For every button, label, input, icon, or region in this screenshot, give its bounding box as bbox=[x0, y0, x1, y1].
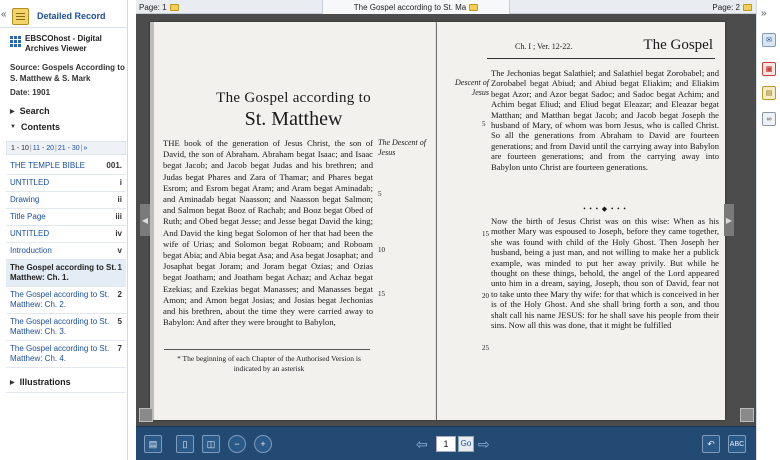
provider-name: EBSCOhost - Digital Archives Viewer bbox=[25, 34, 102, 53]
print-icon: ▤ bbox=[148, 438, 158, 449]
page-number-input[interactable]: 1 bbox=[436, 436, 456, 452]
chevron-left-icon: ◀ bbox=[141, 215, 149, 225]
heading-rule bbox=[487, 58, 715, 59]
rotate-button[interactable] bbox=[702, 435, 720, 453]
source-date: Date: 1901 bbox=[10, 88, 51, 97]
collapse-right-panel-button[interactable]: » bbox=[761, 8, 767, 19]
caret-right-icon: ▶ bbox=[10, 108, 15, 115]
verse-number: 10 bbox=[378, 246, 385, 254]
right-page-indicator: Page: 2 bbox=[712, 3, 752, 12]
save-icon[interactable]: ▤ bbox=[762, 86, 776, 100]
zoom-in-icon: + bbox=[260, 439, 266, 449]
divider bbox=[6, 392, 126, 393]
chevron-right-icon: ▶ bbox=[725, 215, 733, 225]
next-page-tab[interactable] bbox=[724, 204, 734, 236]
pdf-icon[interactable]: ▣ bbox=[762, 62, 776, 76]
ebsco-grid-icon bbox=[10, 36, 21, 47]
verse-number: 5 bbox=[378, 190, 382, 198]
page-range-1-10[interactable]: 1 - 10 bbox=[11, 144, 29, 152]
next-page-arrow-icon[interactable]: ⇨ bbox=[478, 436, 490, 452]
previous-page-arrow-icon[interactable]: ⇦ bbox=[416, 436, 428, 452]
page-edge bbox=[150, 22, 154, 420]
single-page-icon: ▯ bbox=[182, 438, 188, 449]
left-page-scan bbox=[150, 22, 437, 420]
contents-section-label: Contents bbox=[20, 122, 60, 132]
right-page-body-2: Now the birth of Jesus Christ was on this wise: When as his mother Mary was espoused to Joseph, before they came together, she was found with child of the Holy Ghost. Then Joseph her husband, being a just man, and not willing to make her a publick example, was minded to put her away privily. But while he thought on these things, behold, the angel of the Lord appeared unto him in a dream, saying, Joseph, thou son of David, fear not to take unto thee Mary thy wife: for that which is conceived in her is of the Holy Ghost. And she shall bring forth a son, and thou shalt call his name JESUS: for he shall save his people from their sins. Now all this was done, that it might be fulfilled bbox=[491, 216, 719, 331]
verse-number: 5 bbox=[482, 120, 486, 128]
two-page-icon: ◫ bbox=[206, 438, 216, 449]
verse-number: 15 bbox=[378, 290, 385, 298]
page-range-11-20[interactable]: 11 - 20 bbox=[32, 144, 55, 152]
email-icon[interactable]: ✉ bbox=[762, 33, 776, 47]
section-ornament: • • • ◆ • • • bbox=[583, 205, 627, 213]
right-page-margin-note: Descent of Jesus bbox=[455, 78, 489, 98]
viewer-top-bar bbox=[136, 0, 756, 14]
illustrations-section-label: Illustrations bbox=[19, 377, 71, 387]
toc-item[interactable]: The Gospel according to St. Matthew: Ch. 4. 7 bbox=[6, 341, 126, 368]
toc-item[interactable]: UNTITLED i bbox=[6, 175, 126, 192]
verse-number: 15 bbox=[482, 230, 489, 238]
folder-icon[interactable] bbox=[743, 4, 752, 11]
toc-item[interactable]: Introduction v bbox=[6, 243, 126, 260]
left-page-footnote: * The beginning of each Chapter of the Authorised Version is indicated by an asterisk bbox=[177, 354, 361, 373]
right-page-body-1: The Jechonias begat Salathiel; and Salathiel begat Zorobabel; and Zorobabel begat Abiud; and Abiud begat Eliakim; and Eliakim begat Azor; and Azor begat Sadoc; and Sadoc begat Achim; and Achim begat Eliud; and Eliud begat Eleazar; and Eleazar begat Matthan; and Matthan begat Jacob; and Jacob begat Joseph the husband of Mary, of whom was born Jesus, who is called Christ. So all the generations from Abraham to David are fourteen generations; and from David until the carrying away into Babylon are fourteen generations; and from the carrying away into Babylon unto Christ are fourteen generations. bbox=[491, 68, 719, 172]
folder-icon[interactable] bbox=[469, 4, 478, 11]
toc-item[interactable]: Drawing ii bbox=[6, 192, 126, 209]
go-button[interactable]: Go bbox=[458, 436, 474, 452]
search-section-label: Search bbox=[19, 106, 50, 116]
detailed-record-header[interactable] bbox=[12, 5, 126, 27]
caret-down-icon: ▼ bbox=[10, 124, 16, 130]
document-title-tab: The Gospel according to St. Ma bbox=[322, 0, 510, 14]
toc-item[interactable]: The Gospel according to St. Matthew: Ch. 2. 2 bbox=[6, 287, 126, 314]
page-corner-icon[interactable] bbox=[740, 408, 754, 422]
detailed-record-title[interactable]: Detailed Record bbox=[37, 11, 106, 21]
text-icon: ABC bbox=[729, 440, 745, 448]
previous-page-tab[interactable] bbox=[140, 204, 150, 236]
document-viewer[interactable] bbox=[136, 14, 756, 426]
zoom-out-button[interactable] bbox=[228, 435, 246, 453]
rotate-icon: ↶ bbox=[707, 438, 715, 449]
right-tools-strip bbox=[756, 0, 780, 460]
illustrations-section-toggle[interactable] bbox=[10, 377, 71, 387]
two-page-view-button[interactable] bbox=[202, 435, 220, 453]
print-button[interactable] bbox=[144, 435, 162, 453]
text-view-button[interactable] bbox=[728, 435, 746, 453]
right-page-chapter: Ch. I ; Ver. 12-22. bbox=[515, 42, 573, 51]
left-page-title-line2: St. Matthew bbox=[244, 108, 343, 130]
page-range-next[interactable]: » bbox=[83, 144, 88, 152]
zoom-in-button[interactable] bbox=[254, 435, 272, 453]
source-info bbox=[10, 34, 126, 97]
search-section-toggle[interactable] bbox=[10, 106, 50, 116]
folder-icon[interactable] bbox=[170, 4, 179, 11]
caret-right-icon: ▶ bbox=[10, 379, 15, 386]
left-page-title-line1: The Gospel according to bbox=[216, 90, 371, 106]
zoom-out-icon: − bbox=[234, 439, 240, 449]
table-of-contents bbox=[6, 158, 126, 368]
page-range-nav: 1 - 10 | 11 - 20 | 21 - 30 | » bbox=[6, 141, 126, 155]
verse-number: 25 bbox=[482, 344, 489, 352]
collapse-left-panel-button[interactable]: « bbox=[1, 9, 7, 20]
right-page-heading: The Gospel bbox=[643, 37, 713, 53]
toc-item[interactable]: The Gospel according to St. Matthew: Ch. 3. 5 bbox=[6, 314, 126, 341]
toc-item[interactable]: Title Page iii bbox=[6, 209, 126, 226]
toc-item-active[interactable]: The Gospel according to St. Matthew: Ch. 1. 1 bbox=[6, 260, 126, 287]
left-panel bbox=[0, 0, 128, 460]
footnote-rule bbox=[164, 349, 370, 350]
left-page-margin-note: The Descent of Jesus bbox=[378, 138, 426, 157]
source-text: Source: Gospels According to S. Matthew & S. Mark bbox=[10, 63, 125, 83]
left-page-body: THE book of the generation of Jesus Christ, the son of David, the son of Abraham. Abraham begat Isaac; and Isaac begat Jacob; and Jacob begat Judas and his brethren; and Judas begat Phares and Zara of Thamar; and Phares begat Esrom; and Esrom begat Aram; and Aram begat Aminadab; and Aminadab begat Naasson; and Naasson begat Salmon; and Salmon begat Booz of Rachab; and Booz begat Obed of Ruth; and Obed begat Jesse; and Jesse begat David the king; And David the king begat Solomon of her that had been the wife of Urias; and Solomon begat Roboam; and Roboam begat Abia; and Abia begat Asa; and Asa begat Josaphat; and Josaphat begat Joram; and Joram begat Ozias; and Ozias begat Joatham; and Joatham begat Achaz; and Achaz begat Ezekias; and Ezekias begat Manasses; and Manasses begat Amon; and Amon begat Josias; and Josias begat Jechonias and his brethren, about the time they were carried away to Babylon: And after they were brought to Babylon, bbox=[163, 138, 373, 328]
thumbnail-grid-icon[interactable] bbox=[139, 408, 153, 422]
record-icon bbox=[12, 8, 29, 25]
verse-number: 20 bbox=[482, 292, 489, 300]
divider bbox=[0, 27, 128, 28]
left-page-indicator: Page: 1 bbox=[139, 3, 179, 12]
page-range-21-30[interactable]: 21 - 30 bbox=[57, 144, 80, 152]
ebsco-logo bbox=[10, 34, 126, 54]
permalink-icon[interactable]: ∞ bbox=[762, 112, 776, 126]
viewer-toolbar bbox=[136, 426, 756, 460]
contents-section-toggle[interactable] bbox=[10, 122, 60, 132]
single-page-view-button[interactable] bbox=[176, 435, 194, 453]
right-page-scan bbox=[437, 22, 725, 420]
toc-item[interactable]: THE TEMPLE BIBLE 001. bbox=[6, 158, 126, 175]
toc-item[interactable]: UNTITLED iv bbox=[6, 226, 126, 243]
